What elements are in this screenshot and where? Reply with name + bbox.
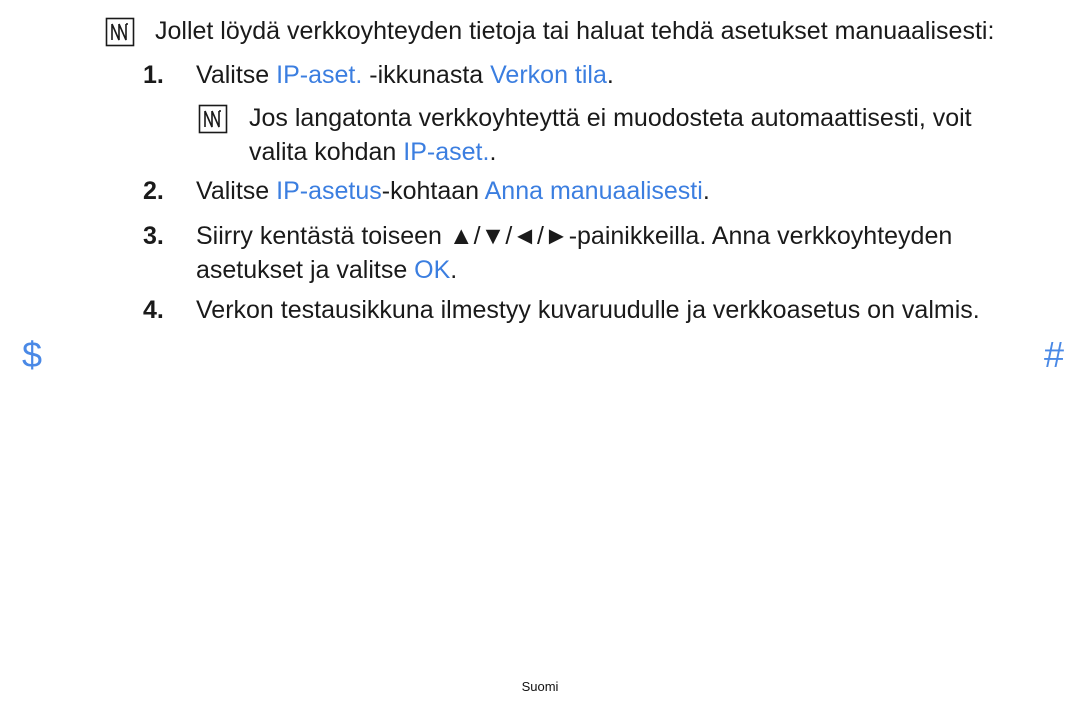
step-text: Verkon testausikkuna ilmestyy kuvaruudulle ja verkkoasetus on valmis. bbox=[196, 296, 980, 324]
step-text-prefix: asetukset ja valitse bbox=[196, 256, 415, 284]
menu-ref-verkon-tila: Verkon tila bbox=[490, 61, 607, 89]
note-icon bbox=[105, 17, 135, 47]
step-number: 1. bbox=[143, 61, 164, 89]
note-text: Jos langatonta verkkoyhteyttä ei muodosteta automaattisesti, voit bbox=[249, 104, 972, 132]
step-number: 2. bbox=[143, 177, 164, 205]
note-text-suffix: . bbox=[489, 138, 497, 166]
next-page-button[interactable]: # bbox=[1044, 334, 1065, 375]
step-text-suffix: . bbox=[702, 177, 710, 205]
menu-ref-anna-manuaalisesti: Anna manuaalisesti bbox=[484, 177, 703, 205]
note-text-prefix: valita kohdan bbox=[249, 138, 404, 166]
step-text-middle: -ikkunasta bbox=[362, 61, 491, 89]
step-text-prefix: Valitse bbox=[196, 177, 277, 205]
footer-language: Suomi bbox=[521, 679, 559, 694]
step-text: Siirry kentästä toiseen ▲/▼/◄/►-painikkeilla. Anna verkkoyhteyden bbox=[196, 222, 953, 250]
step-text bbox=[196, 255, 457, 285]
menu-ref-ip-aset: IP-aset. bbox=[403, 138, 490, 166]
previous-page-button[interactable]: $ bbox=[22, 334, 43, 375]
step-number: 3. bbox=[143, 222, 164, 250]
menu-ref-ip-aset: IP-aset. bbox=[276, 61, 363, 89]
step-text-middle: -kohtaan bbox=[381, 177, 485, 205]
note-text bbox=[249, 137, 496, 167]
note-icon bbox=[198, 104, 228, 134]
step-text bbox=[196, 60, 614, 90]
step-text bbox=[196, 176, 710, 206]
step-text-suffix: . bbox=[606, 61, 614, 89]
menu-ref-ip-asetus: IP-asetus bbox=[276, 177, 382, 205]
note-text: Jollet löydä verkkoyhteyden tietoja tai haluat tehdä asetukset manuaalisesti: bbox=[155, 17, 995, 45]
button-ref-ok: OK bbox=[414, 256, 451, 284]
step-number: 4. bbox=[143, 296, 164, 324]
step-text-suffix: . bbox=[450, 256, 458, 284]
step-text-prefix: Valitse bbox=[196, 61, 277, 89]
